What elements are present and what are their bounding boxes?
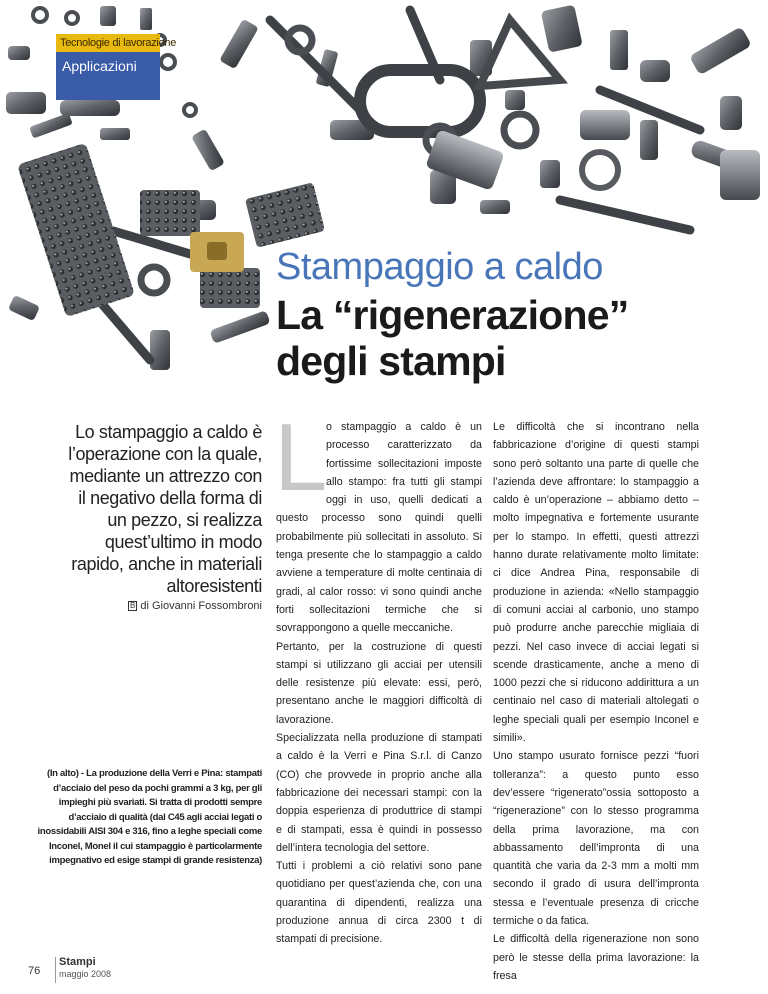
category-label: Applicazioni — [56, 52, 160, 100]
section-tag — [56, 34, 177, 100]
paragraph: Specializzata nella produzione di stampati a caldo è la Verri e Pina S.r.l. di Canzo (CO) che provvede in proprio anche alla fabbricazione dei necessari stampi: con la doppia esperienza di produttrice di stampi e di stampati, essa è quindi in possesso dell’intera tecnologia del settore. — [276, 732, 482, 854]
article-title — [276, 292, 628, 384]
magazine-name: Stampi — [59, 956, 96, 968]
byline — [60, 600, 262, 612]
footer-divider — [55, 957, 56, 983]
lead-paragraph: Lo stampaggio a caldo è l’operazione con la quale, mediante un attrezzo con il negativo della forma di un pezzo, si realizza quest’ultimo in modo rapido, anche in materiali altoresistenti — [68, 422, 262, 596]
paragraph: Le difficoltà che si incontrano nella fabbricazione d’origine di questi stampi sono però soltanto una parte di quelle che l’azienda deve affrontare: lo stampaggio a caldo è un’operazione – abbiamo detto – molto impegnativa e fortemente usurante per lo stampo. In effetti, questi attrezzi hanno durate relativamente molto limitate: ci dice Andrea Pina, responsabile di produzione in azienda: «Nello stampaggio di comuni acciai al carbonio, uno stampo può produrre anche parecchie migliaia di pezzi. Nel caso invece di acciai legati si scende drasticamente, anche a meno di 1000 pezzi che si riducono addirittura a un centinaio nel caso di materiali altolegati o leghe speciali quali per esempio Inconel e simili». — [493, 421, 699, 745]
page-number: 76 — [28, 965, 41, 977]
paragraph: Uno stampo usurato fornisce pezzi “fuori tolleranza”: a questo punto esso dev’essere “rigenerato”ossia sottoposto a “rigenerazione” con lo stesso programma della prima lavorazione, ma con abbassamento dell’impronta di una quantità che varia da 2-3 mm a molti mm secondo il grado di usura dell’impronta stessa e l’eventuale presenza di cricche termiche o da fatica. — [493, 750, 699, 928]
paragraph: Le difficoltà della rigenerazione non sono però le stesse della prima lavorazione: la fresa — [493, 933, 699, 982]
drop-cap: L — [274, 404, 328, 511]
issue-date: maggio 2008 — [59, 969, 112, 979]
photo-caption: (In alto) - La produzione della Verri e Pina: stampati d’acciaio del peso da pochi grammi a 3 kg, per gli impieghi più svariati. Si tratta di prodotti sempre d’acciaio di qualità (dal C45 agli acciai legati o inossidabili AISI 304 e 316, fino a leghe speciali come Inconel, Monel il cui stampaggio è particolarmente impegnativo ed esige stampi di grande resistenza) — [37, 768, 262, 866]
paragraph: Tutti i problemi a ciò relativi sono pane quotidiano per quest’azienda che, con una quarantina di dipendenti, realizza una produzione annua di circa 2300 t di stampati di precisione. — [276, 860, 482, 946]
paragraph: Pertanto, per la costruzione di questi stampi si utilizzano gli acciai per utensili delle resistenze più elevate: essi, però, presentano anche le maggiori difficoltà di lavorazione. — [276, 640, 482, 726]
section-label: Tecnologie di lavorazione — [56, 34, 160, 52]
paragraph: o stampaggio a caldo è un processo caratterizzato da fortissime sollecitazioni imposte allo stampo: fra tutti gli stampi oggi in uso, quelli dedicati a questo processo sono quindi quelli probabilmente più sollecitati in assoluto. Si tenga presente che lo stampaggio a caldo avviene a temperature di molte centinaia di gradi, al calor rosso: vi sono quindi anche forti sollecitazioni termiche che si sovrappongono a quelle meccaniche. — [276, 421, 482, 635]
body-column-2 — [493, 418, 699, 985]
byline-author: di Giovanni Fossombroni — [140, 600, 262, 612]
byline-mark: B — [129, 601, 136, 610]
article-title-line2: degli stampi — [276, 338, 506, 384]
article-kicker: Stampaggio a caldo — [276, 246, 603, 288]
article-title-line1: La “rigenerazione” — [276, 292, 629, 338]
body-column-1 — [274, 404, 482, 949]
